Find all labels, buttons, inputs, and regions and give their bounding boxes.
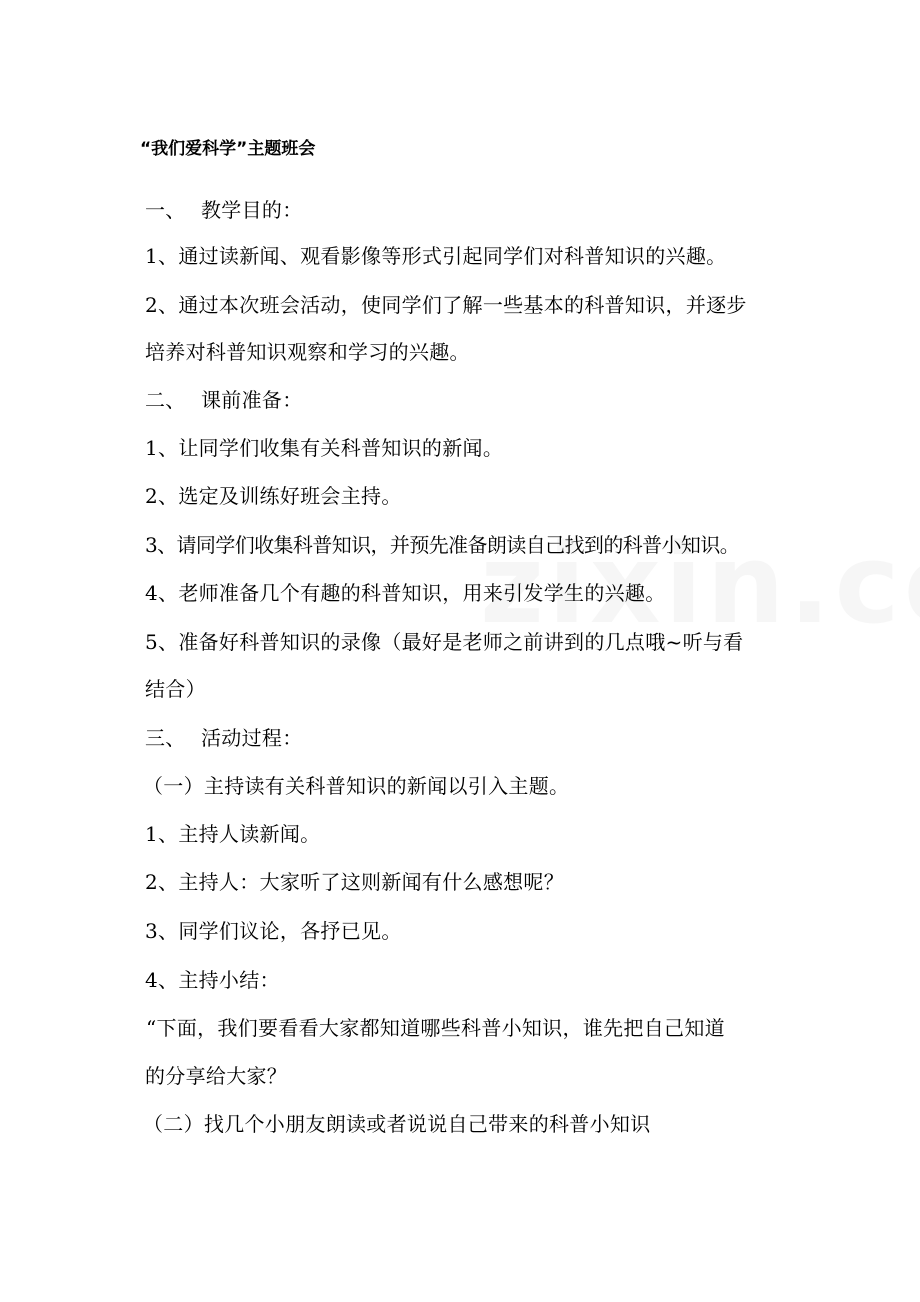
paragraph-line: 的分享给大家？: [145, 1064, 288, 1088]
paragraph-line: 结合）: [145, 677, 206, 701]
paragraph-line: 1、主持人读新闻。: [145, 822, 321, 846]
section-heading-2: [145, 385, 303, 415]
section-title: 课前准备：: [201, 388, 303, 412]
document-title: “我们爱科学”主题班会: [140, 139, 316, 159]
paragraph-line: 1、让同学们收集有关科普知识的新闻。: [145, 436, 504, 460]
section-number: 一、: [145, 198, 186, 222]
paragraph-line: （一）主持读有关科普知识的新闻以引入主题。: [143, 774, 570, 798]
paragraph-line: 4、主持小结：: [145, 968, 280, 992]
paragraph-line: 2、选定及训练好班会主持。: [145, 484, 402, 508]
paragraph-line: 3、请同学们收集科普知识，并预先准备朗读自己找到的科普小知识。: [145, 533, 740, 557]
section-heading-3: [145, 723, 303, 753]
paragraph-line: 4、老师准备几个有趣的科普知识，用来引发学生的兴趣。: [145, 581, 666, 605]
section-title: 教学目的：: [201, 198, 303, 222]
paragraph-line: 2、通过本次班会活动，使同学们了解一些基本的科普知识，并逐步: [145, 293, 747, 317]
paragraph-line: “下面，我们要看看大家都知道哪些科普小知识，谁先把自己知道: [146, 1016, 725, 1040]
paragraph-line: 5、准备好科普知识的录像（最好是老师之前讲到的几点哦~听与看: [145, 630, 744, 654]
section-number: 二、: [145, 388, 186, 412]
paragraph-line: 培养对科普知识观察和学习的兴趣。: [145, 340, 470, 364]
section-heading-1: [145, 195, 303, 225]
paragraph-line: （二）找几个小朋友朗读或者说说自己带来的科普小知识: [143, 1112, 651, 1136]
section-number: 三、: [145, 726, 186, 750]
paragraph-line: 1、通过读新闻、观看影像等形式引起同学们对科普知识的兴趣。: [145, 244, 727, 268]
paragraph-line: 3、同学们议论，各抒已见。: [145, 919, 402, 943]
section-title: 活动过程：: [201, 726, 303, 750]
paragraph-line: 2、主持人：大家听了这则新闻有什么感想呢？: [145, 870, 565, 894]
